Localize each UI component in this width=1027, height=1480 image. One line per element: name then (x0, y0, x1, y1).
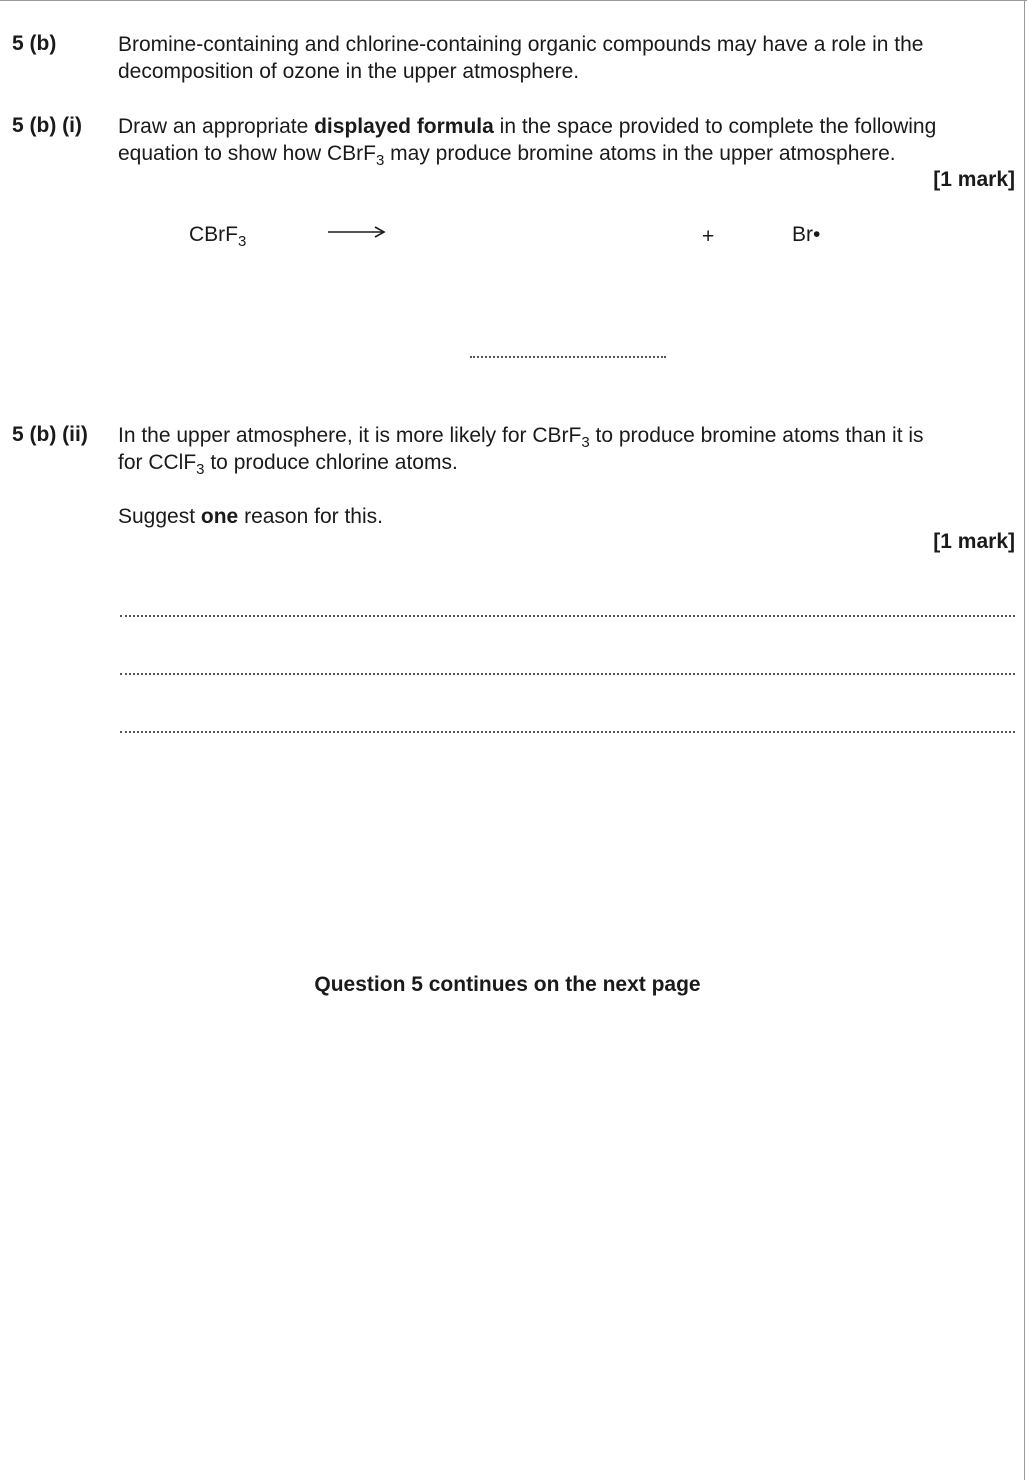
reaction-arrow-icon (328, 224, 386, 240)
mark-allocation-5bii: [1 mark] (933, 530, 1015, 553)
question-5b-text: Bromine-containing and chlorine-containing organic compounds may have a role in the decomposition of ozone in the upper atmosphere. (118, 33, 924, 83)
equation-product-bromine-radical: Br• (792, 223, 821, 246)
page-border-right (1024, 0, 1025, 1480)
question-5bii-prompt: Suggest one reason for this. (118, 505, 383, 528)
emphasis-one: one (200, 505, 239, 528)
answer-line-2[interactable] (120, 670, 1015, 675)
continues-next-page-note: Question 5 continues on the next page (314, 973, 701, 996)
question-5bi-text: Draw an appropriate displayed formula in the space provided to complete the following equation to show how CBrF$_3$ may produce bromine atoms in the upper atmosphere. (118, 115, 937, 169)
answer-line-radical-label[interactable] (470, 353, 666, 358)
answer-line-1[interactable] (120, 612, 1015, 617)
question-number-5bi: 5 (b) (i) (12, 114, 82, 137)
question-number-5bii: 5 (b) (ii) (12, 423, 88, 446)
answer-line-3[interactable] (120, 728, 1015, 733)
question-number-5b: 5 (b) (12, 32, 57, 55)
question-5bii-line-2: for CClF$_3$ to produce chlorine atoms. (118, 451, 458, 478)
question-5bii-line-1: In the upper atmosphere, it is more likely for CBrF$_3$ to produce bromine atoms than it is (118, 424, 924, 451)
emphasis-displayed-formula: displayed formula (314, 115, 494, 138)
mark-allocation-5bi: [1 mark] (933, 168, 1015, 191)
page-border-top (0, 0, 1027, 1)
equation-reactant: CBrF$_3$ (189, 223, 247, 250)
equation-plus-sign: + (702, 225, 715, 248)
